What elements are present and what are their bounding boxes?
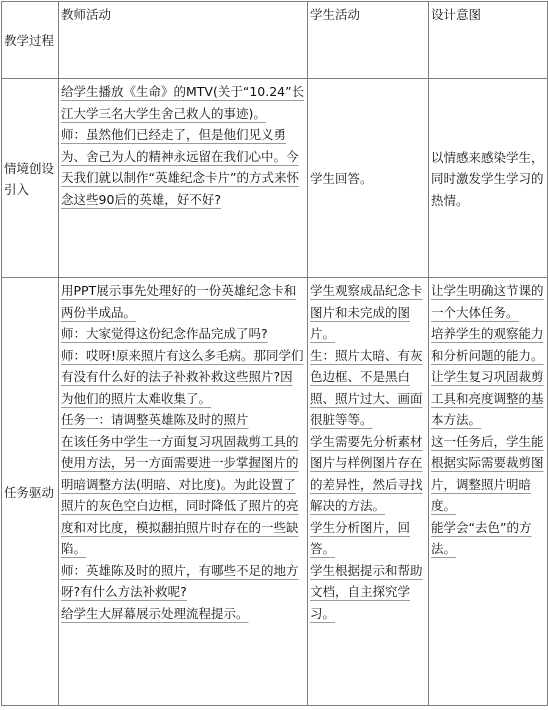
teacher-paragraph: 给学生播放《生命》的MTV(关于“10.24”长江大学三名大学生舍己救人的事迹)。	[61, 84, 305, 121]
design-paragraph: 让学生复习巩固裁剪工具和亮度调整的基本方法。	[431, 369, 544, 427]
table-row	[2, 278, 548, 706]
header-cell-design	[429, 2, 548, 79]
header-label: 学生活动	[310, 7, 361, 22]
teacher-paragraph: 任务一：请调整英雄陈及时的照片	[61, 412, 249, 427]
design-paragraph: 能学会“去色”的方法。	[431, 519, 532, 556]
design-paragraph: 这一任务后，学生能根据实际需要裁剪图片，调整照片明暗度。	[431, 433, 544, 513]
header-label: 设计意图	[431, 7, 482, 22]
student-paragraph: 学生观察成品纪念卡图片和未完成的图片。	[310, 283, 423, 341]
design-intent-cell	[429, 79, 548, 278]
student-paragraph: 学生分析图片，回答。	[310, 519, 411, 556]
stage-label: 情境创设引入	[4, 160, 55, 197]
teacher-paragraph: 师：大家觉得这份纪念作品完成了吗?	[61, 326, 268, 341]
student-paragraph: 学生回答。	[310, 171, 373, 187]
header-cell-stage	[2, 2, 59, 79]
header-label: 教师活动	[61, 7, 112, 22]
design-paragraph: 培养学生的观察能力和分析问题的能力。	[431, 326, 544, 363]
student-activity-cell	[308, 278, 429, 706]
design-intent-cell	[429, 278, 548, 706]
header-label: 教学过程	[4, 33, 55, 49]
teacher-paragraph: 师：英雄陈及时的照片，有哪些不足的地方呀?有什么方法补救呢?	[61, 562, 299, 599]
design-paragraph: 让学生明确这节课的一个大体任务。	[431, 283, 544, 320]
teacher-paragraph: 师：哎呀!原来照片有这么多毛病。那同学们有没有什么好的法子补救补救这些照片?因为他们的照片太难收集了。	[61, 347, 304, 406]
teacher-paragraph: 师：虽然他们已经走了，但是他们见义勇为、舍己为人的精神永远留在我们心中。今天我们就以制作“英雄纪念卡片”的方式来怀念这些90后的英雄，好不好?	[61, 127, 299, 207]
header-cell-student	[308, 2, 429, 79]
header-cell-teacher	[59, 2, 308, 79]
stage-cell	[2, 79, 59, 278]
teacher-paragraph: 在该任务中学生一方面复习巩固裁剪工具的使用方法，另一方面需要进一步掌握图片的明暗调整方法(明暗、对比度)。为此设置了照片的灰色空白边框，同时降低了照片的亮度和对比度，模拟翻拍照片时存在的一些缺陷。	[61, 433, 299, 556]
teacher-activity-cell	[59, 79, 308, 278]
design-paragraph: 以情感来感染学生，同时激发学生学习的热情。	[431, 149, 544, 208]
student-paragraph: 学生需要先分析素材图片与样例图片存在的差异性，然后寻找解决的方法。	[310, 433, 423, 513]
student-paragraph: 生：照片太暗、有灰色边框、不是黑白照、照片过大、画面很脏等等。	[310, 347, 423, 427]
student-paragraph: 学生根据提示和帮助文档，自主探究学习。	[310, 562, 423, 621]
header-row	[2, 2, 548, 79]
teacher-activity-cell	[59, 278, 308, 706]
teacher-paragraph: 给学生大屏幕展示处理流程提示。	[61, 605, 249, 621]
table-row	[2, 79, 548, 278]
student-activity-cell	[308, 79, 429, 278]
stage-cell	[2, 278, 59, 706]
stage-label: 任务驱动	[4, 484, 55, 500]
teacher-paragraph: 用PPT展示事先处理好的一份英雄纪念卡和两份半成品。	[61, 283, 297, 320]
lesson-plan-table	[1, 1, 548, 706]
